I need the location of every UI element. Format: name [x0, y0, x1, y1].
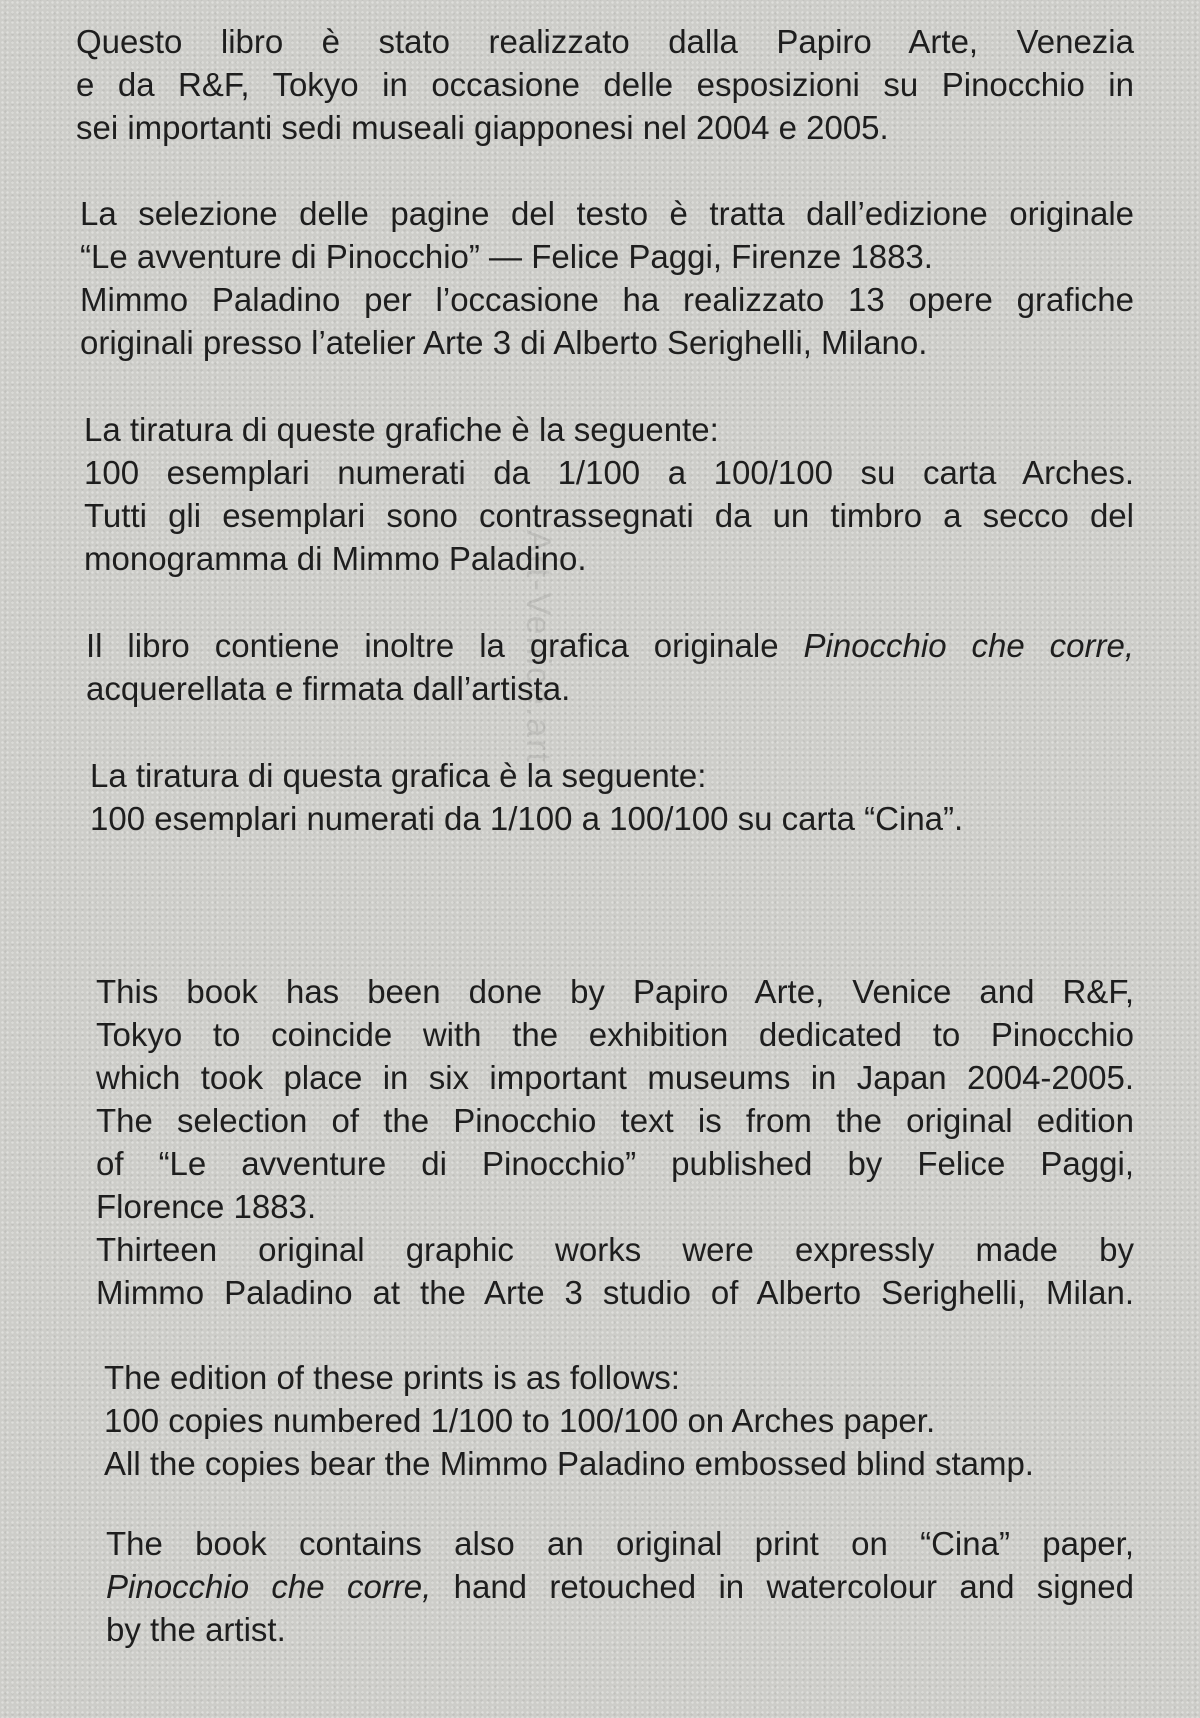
watermark: Art-Venice.art — [519, 530, 557, 764]
italian-paragraph-1 — [76, 20, 1134, 149]
text-line: The selection of the Pinocchio text is from the original edition — [96, 1102, 1134, 1139]
text-span: Il libro contiene inoltre la grafica originale — [86, 627, 804, 664]
text-line: e da R&F, Tokyo in occasione delle esposizioni su Pinocchio in — [76, 66, 1134, 103]
text-line: monogramma di Mimmo Paladino. — [84, 540, 587, 577]
text-line: La tiratura di queste grafiche è la seguente: — [84, 411, 719, 448]
text-line: acquerellata e firmata dall’artista. — [86, 670, 571, 707]
text-span: hand retouched in watercolour and signed — [431, 1568, 1134, 1605]
text-line: sei importanti sedi museali giapponesi nel 2004 e 2005. — [76, 109, 889, 146]
text-line: The book contains also an original print on “Cina” paper, — [106, 1525, 1134, 1562]
text-line: La tiratura di questa grafica è la seguente: — [90, 757, 707, 794]
text-line: Mimmo Paladino at the Arte 3 studio of Alberto Serighelli, Milan. — [96, 1274, 1134, 1311]
text-line: “Le avventure di Pinocchio” — Felice Paggi, Firenze 1883. — [80, 238, 933, 275]
text-line: Mimmo Paladino per l’occasione ha realizzato 13 opere grafiche — [80, 281, 1134, 318]
text-line: 100 esemplari numerati da 1/100 a 100/100 su carta Arches. — [84, 454, 1134, 491]
english-paragraph-3 — [106, 1522, 1134, 1651]
english-paragraph-1 — [96, 970, 1134, 1314]
text-line: Thirteen original graphic works were expressly made by — [96, 1231, 1134, 1268]
text-line: 100 copies numbered 1/100 to 100/100 on Arches paper. — [104, 1402, 936, 1439]
text-line — [106, 1565, 1134, 1608]
text-line: of “Le avventure di Pinocchio” published by Felice Paggi, — [96, 1145, 1134, 1182]
text-line: Tokyo to coincide with the exhibition dedicated to Pinocchio — [96, 1016, 1134, 1053]
text-line: Florence 1883. — [96, 1188, 317, 1225]
text-line: This book has been done by Papiro Arte, Venice and R&F, — [96, 973, 1134, 1010]
english-paragraph-2 — [104, 1356, 1134, 1485]
italian-paragraph-4 — [86, 624, 1134, 710]
italian-paragraph-3 — [84, 408, 1134, 580]
text-line: All the copies bear the Mimmo Paladino embossed blind stamp. — [104, 1445, 1034, 1482]
text-line: Tutti gli esemplari sono contrassegnati da un timbro a secco del — [84, 497, 1134, 534]
text-line: which took place in six important museums in Japan 2004-2005. — [96, 1059, 1134, 1096]
artwork-title: Pinocchio che corre, — [803, 627, 1135, 664]
text-line: by the artist. — [106, 1611, 286, 1648]
text-line: The edition of these prints is as follows: — [104, 1359, 680, 1396]
italian-paragraph-5 — [90, 754, 1134, 840]
artwork-title: Pinocchio che corre, — [106, 1568, 432, 1605]
text-line — [86, 624, 1134, 667]
text-line: 100 esemplari numerati da 1/100 a 100/100 su carta “Cina”. — [90, 800, 964, 837]
italian-paragraph-2 — [80, 192, 1134, 364]
text-line: La selezione delle pagine del testo è tratta dall’edizione originale — [80, 195, 1134, 232]
text-line: originali presso l’atelier Arte 3 di Alberto Serighelli, Milano. — [80, 324, 928, 361]
text-line: Questo libro è stato realizzato dalla Papiro Arte, Venezia — [76, 23, 1134, 60]
